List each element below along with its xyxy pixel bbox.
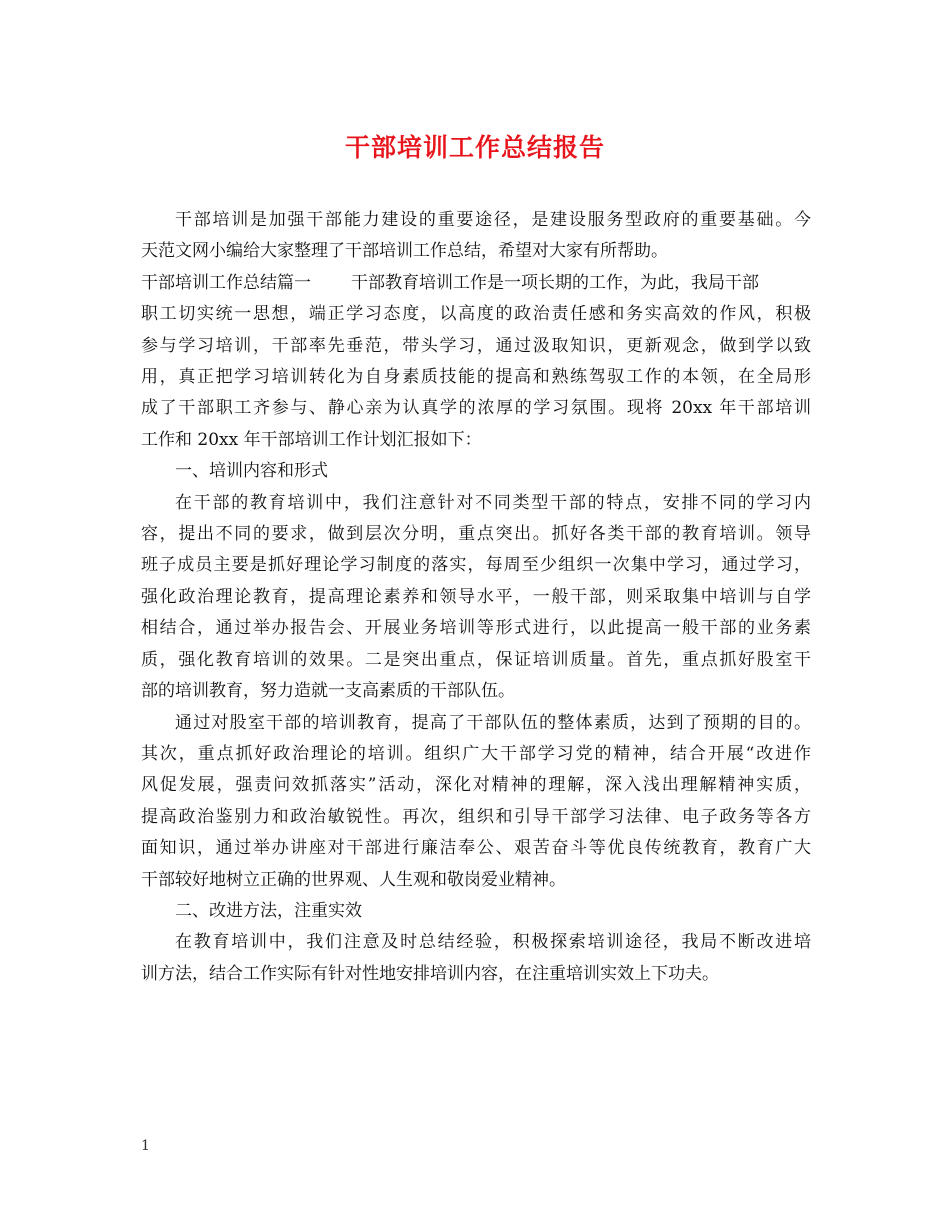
text-line	[141, 519, 811, 550]
text-line	[141, 236, 811, 267]
text-line-content: 参与学习培训，干部率先垂范，带头学习，通过汲取知识，更新观念，做到学以致	[141, 335, 811, 356]
text-line	[141, 299, 811, 330]
text-line-content: 一、培训内容和形式	[175, 461, 328, 482]
text-line-content: 面知识，通过举办讲座对干部进行廉洁奉公、艰苦奋斗等优良传统教育，教育广大	[141, 838, 811, 859]
text-line-content: 在教育培训中，我们注意及时总结经验，积极探索培训途径，我局不断改进培	[175, 932, 811, 953]
text-line-content: 通过对股室干部的培训教育，提高了干部队伍的整体素质，达到了预期的目的。	[175, 712, 811, 733]
text-line	[141, 488, 811, 519]
text-line	[141, 582, 811, 613]
document-body	[141, 205, 811, 990]
text-line-content: 干部培训工作总结篇一	[141, 272, 311, 293]
text-line	[141, 927, 811, 958]
text-line-content: 训方法，结合工作实际有针对性地安排培训内容，在注重培训实效上下功夫。	[141, 963, 719, 984]
text-line	[141, 613, 811, 644]
text-line-content: 其次，重点抓好政治理论的培训。组织广大干部学习党的精神，结合开展“改进作	[141, 743, 811, 764]
text-line	[141, 268, 811, 299]
text-line-content: 工作和 20xx 年干部培训工作计划汇报如下：	[141, 429, 482, 450]
text-line	[141, 205, 811, 236]
text-line-content: 用，真正把学习培训转化为自身素质技能的提高和熟练驾驭工作的本领，在全局形	[141, 367, 811, 388]
text-line	[141, 802, 811, 833]
text-line	[141, 456, 811, 487]
text-line	[141, 425, 811, 456]
text-line-content: 天范文网小编给大家整理了干部培训工作总结，希望对大家有所帮助。	[141, 241, 668, 262]
text-line	[141, 865, 811, 896]
text-line	[141, 362, 811, 393]
text-line-content: 二、改进方法，注重实效	[175, 900, 362, 921]
text-line	[141, 833, 811, 864]
text-line	[141, 331, 811, 362]
text-line	[141, 645, 811, 676]
text-line-content: 风促发展，强责问效抓落实”活动，深化对精神的理解，深入浅出理解精神实质，	[141, 775, 811, 796]
text-line-content: 干部教育培训工作是一项长期的工作，为此，我局干部	[351, 272, 759, 293]
text-line-content: 部的培训教育，努力造就一支高素质的干部队伍。	[141, 681, 515, 702]
text-line-content: 相结合，通过举办报告会、开展业务培训等形式进行，以此提高一般干部的业务素	[141, 618, 811, 639]
text-line-content: 班子成员主要是抓好理论学习制度的落实，每周至少组织一次集中学习，通过学习，	[141, 555, 811, 576]
text-line	[141, 393, 811, 424]
page-number: 1	[141, 1138, 150, 1154]
text-line	[141, 739, 811, 770]
text-line	[141, 676, 811, 707]
text-line-content: 在干部的教育培训中，我们注意针对不同类型干部的特点，安排不同的学习内	[175, 492, 811, 513]
text-line-content: 质，强化教育培训的效果。二是突出重点，保证培训质量。首先，重点抓好股室干	[141, 649, 811, 670]
text-line	[141, 896, 811, 927]
text-line-content: 干部较好地树立正确的世界观、人生观和敬岗爱业精神。	[141, 869, 566, 890]
text-line-content: 职工切实统一思想，端正学习态度，以高度的政治责任感和务实高效的作风，积极	[141, 304, 811, 325]
text-line-content: 成了干部职工齐参与、静心亲为认真学的浓厚的学习氛围。现将 20xx 年干部培训	[141, 398, 811, 419]
text-line	[141, 708, 811, 739]
text-line-content: 干部培训是加强干部能力建设的重要途径，是建设服务型政府的重要基础。今	[175, 210, 811, 230]
text-line-content: 强化政治理论教育，提高理论素养和领导水平，一般干部，则采取集中培训与自学	[141, 586, 811, 607]
text-line-content: 容，提出不同的要求，做到层次分明，重点突出。抓好各类干部的教育培训。领导	[141, 524, 811, 545]
text-line	[141, 959, 811, 990]
text-line	[141, 550, 811, 581]
text-line-content: 提高政治鉴别力和政治敏锐性。再次，组织和引导干部学习法律、电子政务等各方	[141, 806, 811, 827]
text-line	[141, 770, 811, 801]
document-title: 干部培训工作总结报告	[344, 133, 605, 162]
